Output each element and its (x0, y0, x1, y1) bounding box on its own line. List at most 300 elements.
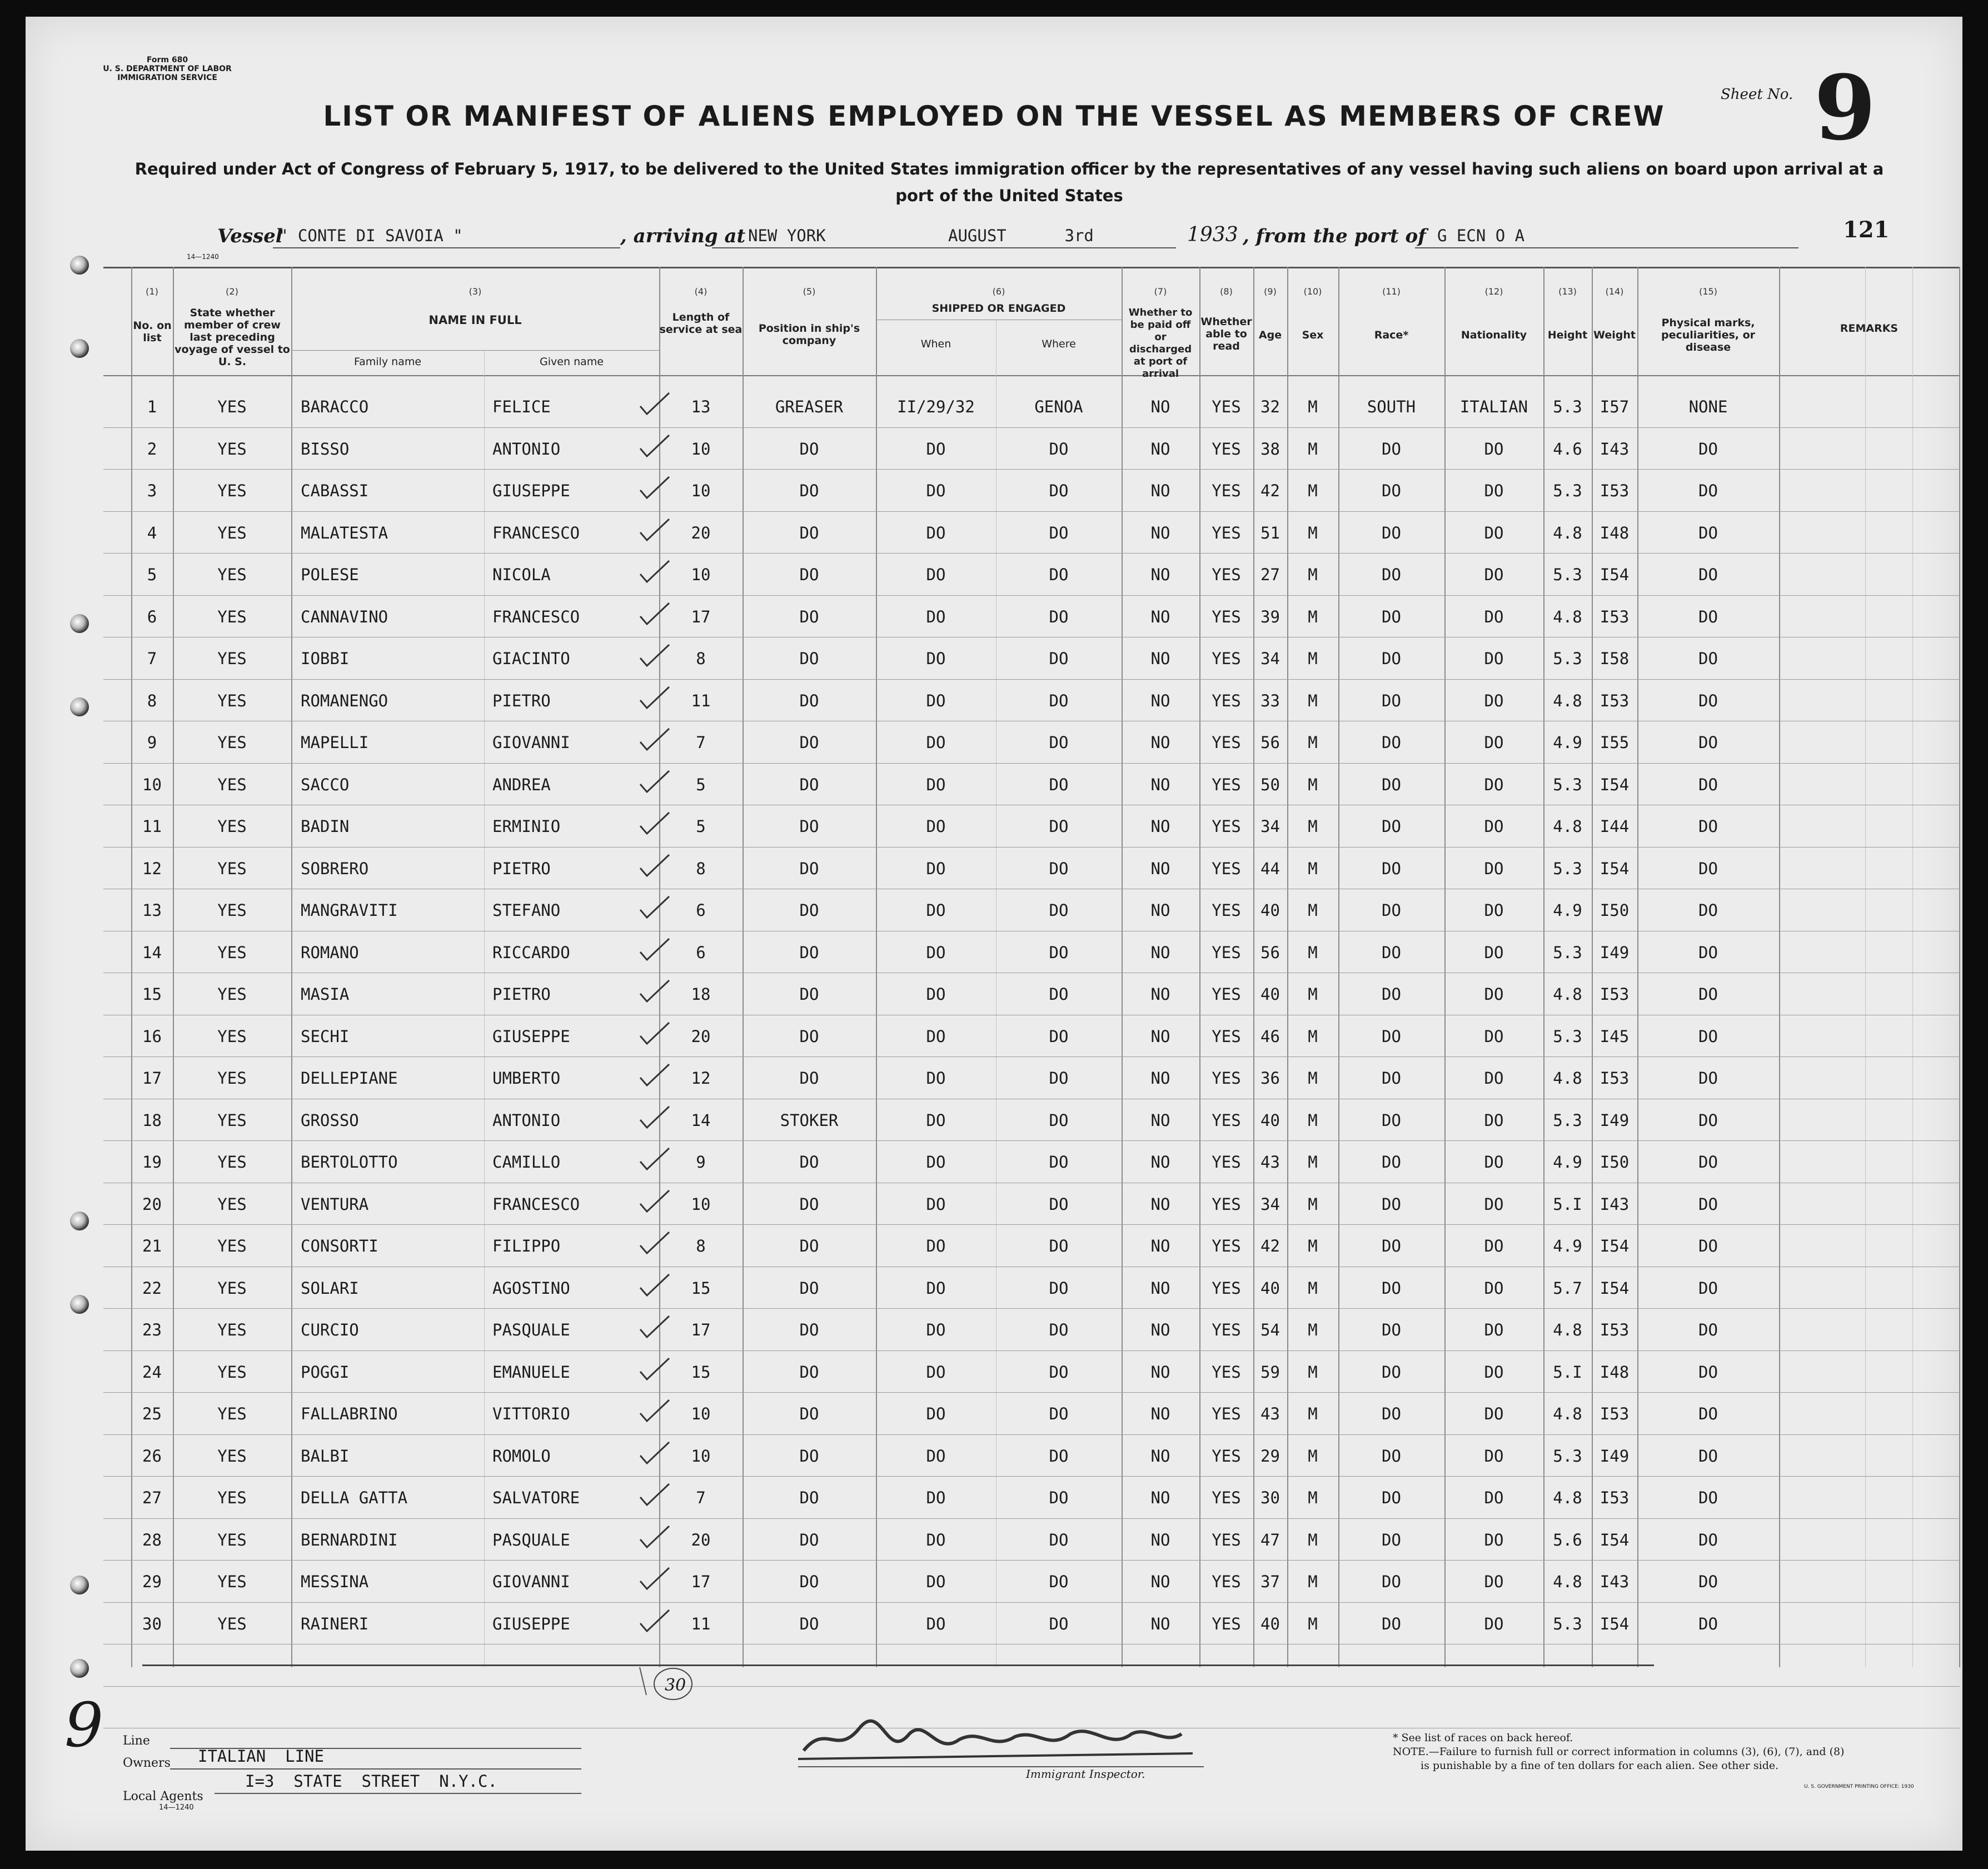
cell-position: DO (799, 1278, 819, 1298)
cell-when: DO (926, 1530, 946, 1549)
cell-state: YES (217, 691, 247, 710)
cell-read: YES (1212, 523, 1241, 542)
row-rule (103, 553, 1960, 554)
cell-length: 7 (696, 733, 706, 752)
cell-physical: DO (1698, 607, 1718, 626)
check-mark-icon (638, 1104, 671, 1131)
cell-position: DO (799, 565, 819, 584)
cell-paid: NO (1150, 901, 1170, 920)
cell-race: DO (1382, 1069, 1401, 1088)
cell-no: 6 (147, 607, 157, 626)
cell-sex: M (1308, 1278, 1318, 1298)
col-number-8: (8) (1220, 286, 1233, 297)
cell-height: 4.8 (1553, 1572, 1582, 1591)
cell-height: 5.3 (1553, 1026, 1582, 1046)
cell-where: DO (1049, 439, 1069, 458)
cell-paid: NO (1150, 1237, 1170, 1255)
cell-race: DO (1382, 1194, 1401, 1214)
cell-weight: I54 (1600, 1278, 1630, 1298)
cell-weight: I53 (1600, 985, 1630, 1004)
cell-state: YES (217, 1614, 247, 1633)
cell-paid: NO (1150, 1026, 1170, 1046)
cell-position: DO (799, 439, 819, 458)
cell-given: ANTONIO (492, 1110, 561, 1130)
cell-age: 40 (1260, 1110, 1280, 1130)
manifest-sheet (26, 17, 1962, 1851)
row-rule (103, 595, 1960, 596)
cell-sex: M (1308, 439, 1318, 458)
cell-no: 1 (147, 397, 157, 416)
cell-read: YES (1212, 1026, 1241, 1046)
cell-nationality: DO (1484, 649, 1504, 668)
cell-state: YES (217, 985, 247, 1004)
cell-sex: M (1308, 481, 1318, 500)
cell-where: DO (1049, 1488, 1069, 1507)
cell-when: DO (926, 439, 946, 458)
cell-age: 33 (1260, 691, 1280, 710)
cell-height: 4.9 (1553, 733, 1582, 752)
sheet-number-label: Sheet No. (1721, 86, 1793, 103)
cell-read: YES (1212, 817, 1241, 836)
col-number-9: (9) (1264, 286, 1277, 297)
cell-given: GIUSEPPE (492, 481, 570, 500)
page-subtitle (103, 156, 1915, 209)
printer-line: U. S. GOVERNMENT PRINTING OFFICE: 1930 (1804, 1784, 1914, 1790)
col-number-7: (7) (1154, 286, 1167, 297)
crew-table (103, 267, 1960, 1667)
cell-physical: DO (1698, 649, 1718, 668)
cell-length: 10 (691, 481, 711, 500)
header-given-name: Given name (540, 356, 604, 368)
cell-read: YES (1212, 1446, 1241, 1466)
cell-height: 5.3 (1553, 1446, 1582, 1466)
cell-length: 11 (691, 691, 711, 710)
cell-sex: M (1308, 1320, 1318, 1339)
cell-length: 6 (696, 943, 706, 962)
cell-nationality: DO (1484, 1488, 1504, 1507)
cell-nationality: DO (1484, 439, 1504, 458)
cell-family: MESSINA (301, 1572, 369, 1591)
cell-when: DO (926, 817, 946, 836)
cell-family: MASIA (301, 985, 350, 1004)
cell-read: YES (1212, 1362, 1241, 1382)
cell-given: FILIPPO (492, 1237, 561, 1255)
cell-paid: NO (1150, 985, 1170, 1004)
cell-weight: I53 (1600, 1488, 1630, 1507)
cell-when: DO (926, 1446, 946, 1466)
cell-state: YES (217, 1530, 247, 1549)
cell-position: DO (799, 1488, 819, 1507)
cell-given: UMBERTO (492, 1069, 561, 1088)
cell-race: DO (1382, 901, 1401, 920)
header-race: Race* (1374, 329, 1409, 341)
cell-no: 14 (142, 943, 162, 962)
arriving-underline (712, 247, 951, 248)
cell-physical: DO (1698, 481, 1718, 500)
binder-hole (70, 256, 89, 275)
cell-given: NICOLA (492, 565, 551, 584)
cell-read: YES (1212, 985, 1241, 1004)
cell-length: 6 (696, 901, 706, 920)
cell-nationality: ITALIAN (1459, 397, 1528, 416)
cell-height: 5.3 (1553, 565, 1582, 584)
table-top-border (103, 267, 1960, 268)
cell-no: 4 (147, 523, 157, 542)
cell-sex: M (1308, 1530, 1318, 1549)
cell-position: DO (799, 691, 819, 710)
cell-no: 11 (142, 817, 162, 836)
cell-length: 7 (696, 1488, 706, 1507)
check-mark-icon (638, 894, 671, 921)
cell-weight: I54 (1600, 565, 1630, 584)
cell-physical: DO (1698, 565, 1718, 584)
cell-given: PIETRO (492, 859, 551, 878)
cell-height: 4.9 (1553, 1237, 1582, 1255)
cell-where: DO (1049, 1530, 1069, 1549)
cell-state: YES (217, 817, 247, 836)
col-number-5: (5) (803, 286, 816, 297)
cell-sex: M (1308, 1237, 1318, 1255)
cell-when: DO (926, 1572, 946, 1591)
row-rule (103, 1350, 1960, 1351)
cell-given: PASQUALE (492, 1320, 570, 1339)
cell-where: DO (1049, 1153, 1069, 1172)
cell-given: FRANCESCO (492, 523, 580, 542)
cell-sex: M (1308, 943, 1318, 962)
cell-race: DO (1382, 1026, 1401, 1046)
cell-read: YES (1212, 439, 1241, 458)
cell-weight: I58 (1600, 649, 1630, 668)
cell-physical: DO (1698, 439, 1718, 458)
cell-physical: DO (1698, 943, 1718, 962)
cell-paid: NO (1150, 607, 1170, 626)
total-count-mark (642, 1664, 686, 1703)
cell-race: DO (1382, 691, 1401, 710)
cell-family: POLESE (301, 565, 359, 584)
cell-nationality: DO (1484, 1446, 1504, 1466)
header-shipped-engaged: SHIPPED OR ENGAGED (931, 302, 1066, 315)
cell-height: 5.3 (1553, 1110, 1582, 1130)
cell-no: 20 (142, 1194, 162, 1214)
cell-position: DO (799, 859, 819, 878)
agents-form-code: 14—1240 (159, 1803, 194, 1812)
page-number: 121 (1843, 217, 1890, 243)
cell-race: DO (1382, 817, 1401, 836)
cell-read: YES (1212, 691, 1241, 710)
cell-physical: DO (1698, 1069, 1718, 1088)
date-underline (943, 247, 1176, 248)
cell-where: DO (1049, 985, 1069, 1004)
cell-where: DO (1049, 1278, 1069, 1298)
list-end-line (142, 1664, 1654, 1666)
vessel-underline (273, 247, 620, 248)
cell-read: YES (1212, 775, 1241, 794)
cell-family: MAPELLI (301, 733, 369, 752)
col-number-15: (15) (1699, 286, 1717, 297)
row-rule (103, 847, 1960, 848)
cell-when: DO (926, 943, 946, 962)
cell-length: 18 (691, 985, 711, 1004)
owners-value: ITALIAN LINE (198, 1747, 324, 1766)
check-mark-icon (638, 433, 671, 460)
cell-age: 46 (1260, 1026, 1280, 1046)
cell-given: CAMILLO (492, 1153, 561, 1172)
cell-height: 5.3 (1553, 1614, 1582, 1633)
cell-race: DO (1382, 943, 1401, 962)
cell-paid: NO (1150, 1488, 1170, 1507)
cell-family: FALLABRINO (301, 1404, 398, 1423)
cell-length: 20 (691, 1530, 711, 1549)
cell-position: DO (799, 901, 819, 920)
cell-height: 4.8 (1553, 817, 1582, 836)
cell-length: 8 (696, 859, 706, 878)
cell-family: CONSORTI (301, 1237, 378, 1255)
cell-weight: I54 (1600, 1237, 1630, 1255)
cell-where: DO (1049, 901, 1069, 920)
cell-position: DO (799, 1069, 819, 1088)
cell-no: 19 (142, 1153, 162, 1172)
cell-nationality: DO (1484, 859, 1504, 878)
cell-nationality: DO (1484, 1153, 1504, 1172)
cell-family: GROSSO (301, 1110, 359, 1130)
cell-height: 4.6 (1553, 439, 1582, 458)
cell-family: BADIN (301, 817, 350, 836)
cell-family: ROMANO (301, 943, 359, 962)
header-when: When (920, 338, 951, 350)
row-rule (103, 1434, 1960, 1435)
cell-race: DO (1382, 1530, 1401, 1549)
cell-nationality: DO (1484, 733, 1504, 752)
cell-race: DO (1382, 565, 1401, 584)
row-rule (103, 1476, 1960, 1477)
cell-nationality: DO (1484, 1110, 1504, 1130)
header-paid-off: Whether to be paid off or discharged at port of arrival (1128, 307, 1193, 380)
cell-where: DO (1049, 733, 1069, 752)
cell-position: DO (799, 607, 819, 626)
cell-given: ROMOLO (492, 1446, 551, 1466)
cell-read: YES (1212, 901, 1241, 920)
cell-weight: I53 (1600, 691, 1630, 710)
cell-where: DO (1049, 859, 1069, 878)
cell-family: ROMANENGO (301, 691, 388, 710)
cell-height: 4.8 (1553, 1069, 1582, 1088)
cell-sex: M (1308, 1404, 1318, 1423)
cell-nationality: DO (1484, 1572, 1504, 1591)
cell-given: VITTORIO (492, 1404, 570, 1423)
check-mark-icon (638, 769, 671, 795)
col-number-14: (14) (1605, 286, 1624, 297)
header-weight: Weight (1593, 329, 1636, 341)
line-label: Line (123, 1734, 150, 1748)
row-rule (103, 1056, 1960, 1057)
cell-position: DO (799, 943, 819, 962)
cell-where: DO (1049, 565, 1069, 584)
cell-given: PASQUALE (492, 1530, 570, 1549)
cell-no: 29 (142, 1572, 162, 1591)
cell-no: 5 (147, 565, 157, 584)
cell-where: DO (1049, 817, 1069, 836)
cell-length: 10 (691, 439, 711, 458)
cell-no: 22 (142, 1278, 162, 1298)
check-mark-icon (638, 1524, 671, 1551)
cell-weight: I53 (1600, 481, 1630, 500)
cell-sex: M (1308, 775, 1318, 794)
row-rule (103, 1140, 1960, 1141)
cell-physical: DO (1698, 1110, 1718, 1130)
cell-read: YES (1212, 859, 1241, 878)
cell-state: YES (217, 1320, 247, 1339)
cell-weight: I43 (1600, 1194, 1630, 1214)
cell-paid: NO (1150, 1194, 1170, 1214)
check-mark-icon (638, 978, 671, 1005)
cell-age: 50 (1260, 775, 1280, 794)
cell-weight: I48 (1600, 1362, 1630, 1382)
departure-port: G ECN O A (1437, 226, 1525, 245)
cell-nationality: DO (1484, 481, 1504, 500)
cell-no: 27 (142, 1488, 162, 1507)
col-number-1: (1) (146, 286, 158, 297)
cell-where: DO (1049, 1110, 1069, 1130)
cell-height: 5.3 (1553, 859, 1582, 878)
check-mark-icon (638, 685, 671, 711)
cell-race: SOUTH (1367, 397, 1416, 416)
cell-when: II/29/32 (897, 397, 975, 416)
row-rule (103, 511, 1960, 512)
cell-no: 17 (142, 1069, 162, 1088)
cell-nationality: DO (1484, 1362, 1504, 1382)
cell-read: YES (1212, 943, 1241, 962)
cell-given: RICCARDO (492, 943, 570, 962)
cell-nationality: DO (1484, 1026, 1504, 1046)
cell-family: RAINERI (301, 1614, 369, 1633)
cell-family: DELLA GATTA (301, 1488, 408, 1507)
cell-family: SACCO (301, 775, 350, 794)
cell-age: 40 (1260, 985, 1280, 1004)
cell-where: DO (1049, 1026, 1069, 1046)
cell-read: YES (1212, 1488, 1241, 1507)
cell-no: 8 (147, 691, 157, 710)
cell-paid: NO (1150, 1110, 1170, 1130)
cell-weight: I50 (1600, 901, 1630, 920)
cell-physical: DO (1698, 1362, 1718, 1382)
col-number-11: (11) (1382, 286, 1401, 297)
cell-family: DELLEPIANE (301, 1069, 398, 1088)
cell-length: 10 (691, 1404, 711, 1423)
cell-paid: NO (1150, 1069, 1170, 1088)
cell-family: VENTURA (301, 1194, 369, 1214)
cell-where: DO (1049, 1404, 1069, 1423)
cell-weight: I55 (1600, 733, 1630, 752)
cell-position: DO (799, 985, 819, 1004)
cell-paid: NO (1150, 1320, 1170, 1339)
cell-state: YES (217, 1069, 247, 1088)
cell-sex: M (1308, 607, 1318, 626)
cell-sex: M (1308, 1069, 1318, 1088)
cell-state: YES (217, 481, 247, 500)
check-mark-icon (638, 1020, 671, 1047)
row-rule (103, 427, 1960, 428)
cell-race: DO (1382, 1488, 1401, 1507)
cell-when: DO (926, 1614, 946, 1633)
cell-read: YES (1212, 1194, 1241, 1214)
cell-no: 16 (142, 1026, 162, 1046)
cell-state: YES (217, 901, 247, 920)
cell-paid: NO (1150, 1153, 1170, 1172)
cell-read: YES (1212, 1320, 1241, 1339)
cell-age: 32 (1260, 397, 1280, 416)
cell-age: 42 (1260, 481, 1280, 500)
cell-when: DO (926, 985, 946, 1004)
cell-given: FRANCESCO (492, 1194, 580, 1214)
cell-read: YES (1212, 733, 1241, 752)
cell-weight: I53 (1600, 1069, 1630, 1088)
cell-length: 5 (696, 817, 706, 836)
cell-nationality: DO (1484, 775, 1504, 794)
cell-state: YES (217, 1404, 247, 1423)
cell-length: 10 (691, 565, 711, 584)
cell-height: 5.7 (1553, 1278, 1582, 1298)
cell-sex: M (1308, 565, 1318, 584)
binder-hole (70, 1295, 89, 1314)
cell-height: 5.6 (1553, 1530, 1582, 1549)
cell-read: YES (1212, 607, 1241, 626)
row-rule (103, 1560, 1960, 1561)
port-underline (1415, 247, 1798, 248)
cell-no: 24 (142, 1362, 162, 1382)
cell-height: 4.9 (1553, 901, 1582, 920)
cell-given: PIETRO (492, 985, 551, 1004)
failure-note-line-1: NOTE.—Failure to furnish full or correct information in columns (3), (6), (7), and (8) (1393, 1746, 1845, 1758)
cell-when: DO (926, 1153, 946, 1172)
failure-note-line-2: is punishable by a fine of ten dollars for each alien. See other side. (1421, 1760, 1779, 1772)
cell-when: DO (926, 1362, 946, 1382)
col-number-10: (10) (1303, 286, 1322, 297)
cell-sex: M (1308, 691, 1318, 710)
cell-nationality: DO (1484, 901, 1504, 920)
cell-physical: DO (1698, 1278, 1718, 1298)
races-note: * See list of races on back hereof. (1393, 1732, 1573, 1744)
cell-physical: DO (1698, 733, 1718, 752)
cell-given: FELICE (492, 397, 551, 416)
cell-where: DO (1049, 691, 1069, 710)
cell-physical: DO (1698, 817, 1718, 836)
cell-position: DO (799, 1153, 819, 1172)
check-mark-icon (638, 1440, 671, 1467)
cell-sex: M (1308, 985, 1318, 1004)
cell-when: DO (926, 775, 946, 794)
cell-weight: I45 (1600, 1026, 1630, 1046)
row-rule (103, 1224, 1960, 1225)
cell-height: 5.3 (1553, 943, 1582, 962)
cell-position: DO (799, 733, 819, 752)
cell-paid: NO (1150, 1614, 1170, 1633)
cell-height: 4.8 (1553, 607, 1582, 626)
department-name: U. S. DEPARTMENT OF LABOR (103, 64, 232, 73)
check-mark-icon (638, 1188, 671, 1215)
row-rule (103, 1686, 1960, 1687)
cell-when: DO (926, 691, 946, 710)
binder-hole (70, 697, 89, 716)
cell-no: 7 (147, 649, 157, 668)
cell-race: DO (1382, 649, 1401, 668)
vessel-label: Vessel (217, 225, 283, 247)
cell-state: YES (217, 1572, 247, 1591)
cell-physical: DO (1698, 1530, 1718, 1549)
cell-read: YES (1212, 1572, 1241, 1591)
col-number-13: (13) (1558, 286, 1577, 297)
cell-height: 5.3 (1553, 649, 1582, 668)
cell-sex: M (1308, 649, 1318, 668)
